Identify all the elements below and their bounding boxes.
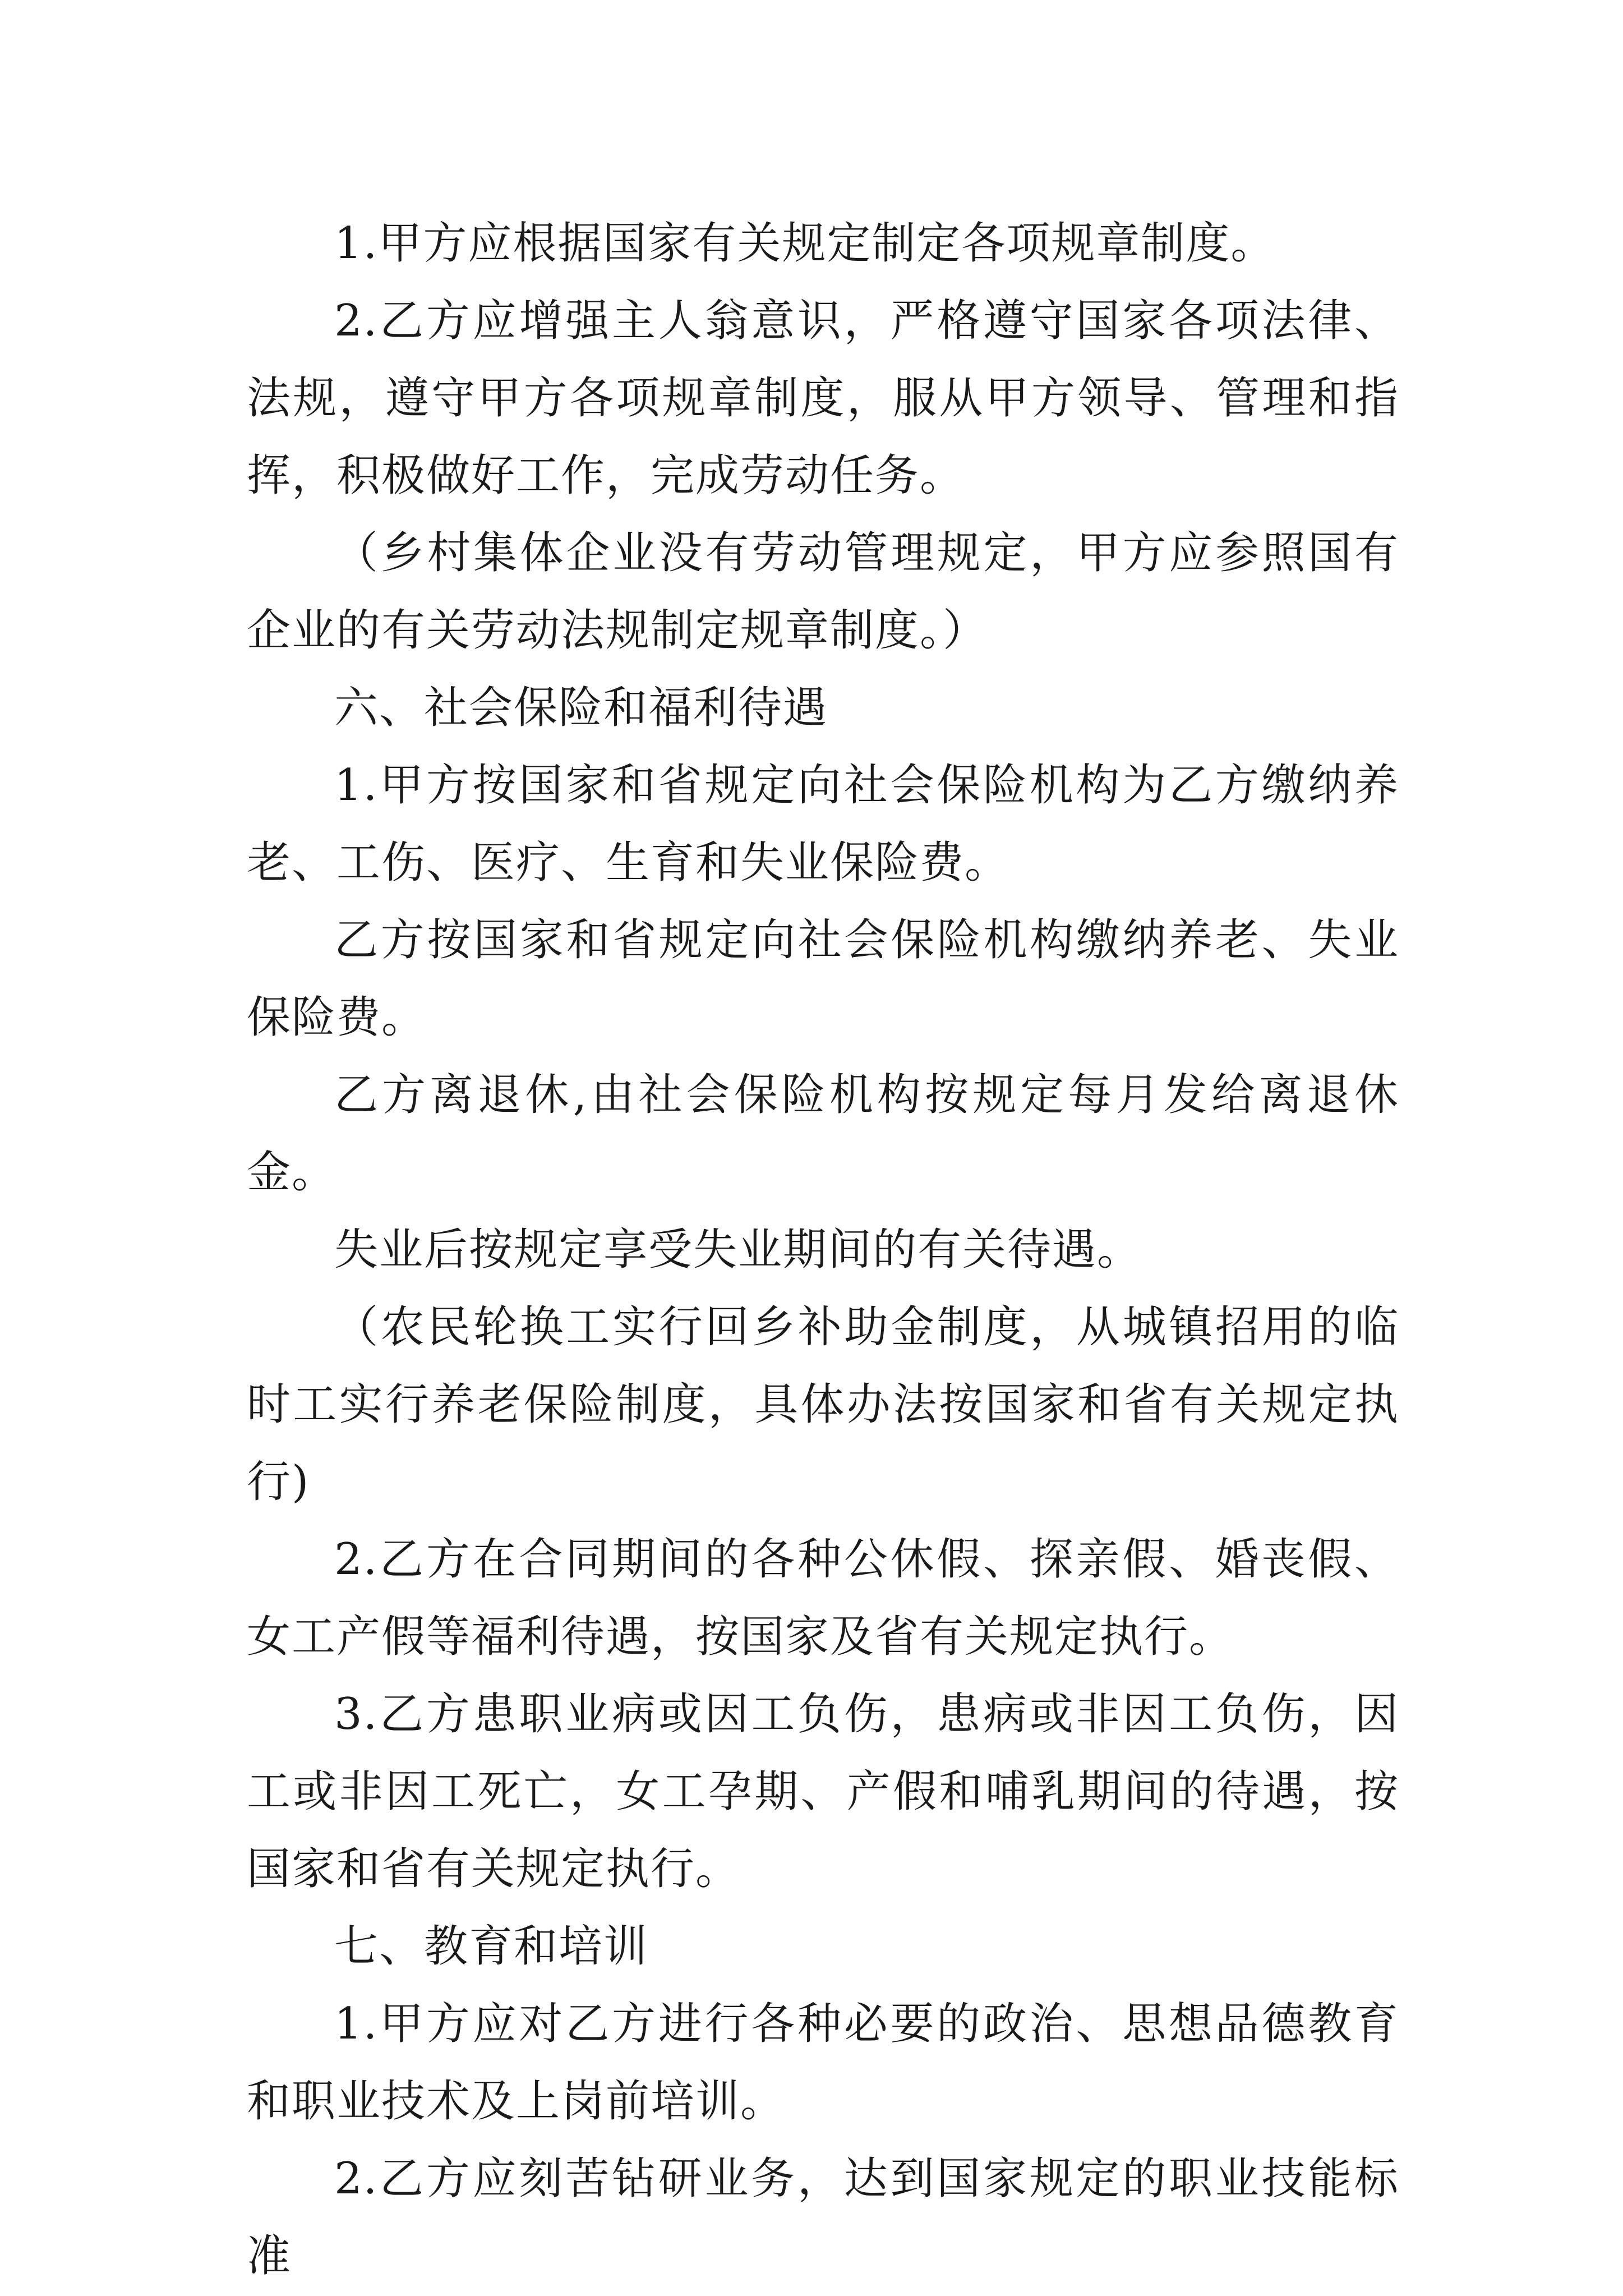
paragraph-note-rotation-workers: （农民轮换工实行回乡补助金制度，从城镇招用的临时工实行养老保险制度，具体办法按国家和省有关规定执行) xyxy=(247,1302,1399,1507)
section-heading-seven: 七、教育和培训 xyxy=(334,1921,649,1972)
paragraph-insurance-employee: 乙方按国家和省规定向社会保险机构缴纳养老、失业保险费。 xyxy=(247,915,1399,1043)
paragraph-training-1: 1.甲方应对乙方进行各种必要的政治、思想品德教育和职业技术及上岗前培训。 xyxy=(247,1999,1399,2127)
paragraph-rule-2: 2.乙方应增强主人翁意识，严格遵守国家各项法律、法规，遵守甲方各项规章制度，服从甲方领导、管理和指挥，积极做好工作，完成劳动任务。 xyxy=(247,296,1399,501)
paragraph-training-2: 2.乙方应刻苦钻研业务，达到国家规定的职业技能标准 xyxy=(247,2154,1399,2281)
paragraph-rule-1: 1.甲方应根据国家有关规定制定各项规章制度。 xyxy=(334,218,1276,269)
paragraph-retirement: 乙方离退休,由社会保险机构按规定每月发给离退休金。 xyxy=(247,1070,1399,1198)
paragraph-insurance-1: 1.甲方按国家和省规定向社会保险机构为乙方缴纳养老、工伤、医疗、生育和失业保险费。 xyxy=(247,760,1399,888)
paragraph-note-rural: （乡村集体企业没有劳动管理规定，甲方应参照国有企业的有关劳动法规制定规章制度。） xyxy=(247,528,1399,656)
document-body xyxy=(247,205,1399,2295)
paragraph-welfare-2: 2.乙方在合同期间的各种公休假、探亲假、婚丧假、女工产假等福利待遇，按国家及省有关规定执行。 xyxy=(247,1534,1399,1662)
paragraph-welfare-3: 3.乙方患职业病或因工负伤，患病或非因工负伤，因工或非因工死亡，女工孕期、产假和哺乳期间的待遇，按国家和省有关规定执行。 xyxy=(247,1689,1399,1894)
paragraph-unemployment: 失业后按规定享受失业期间的有关待遇。 xyxy=(334,1225,1142,1275)
section-heading-six: 六、社会保险和福利待遇 xyxy=(334,683,828,733)
